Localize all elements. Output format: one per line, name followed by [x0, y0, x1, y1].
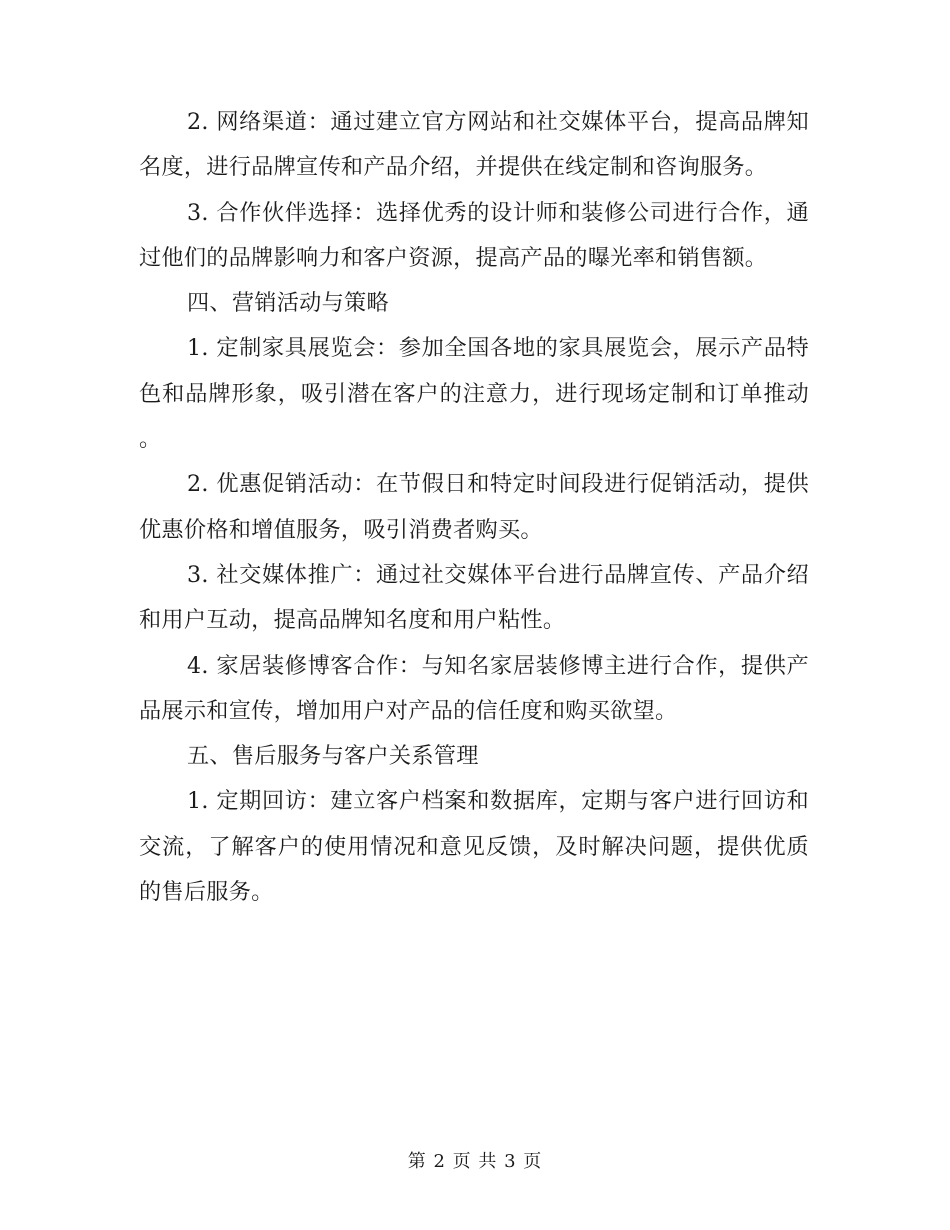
paragraph-blogger-cooperation: 4. 家居装修博客合作：与知名家居装修博主进行合作，提供产品展示和宣传，增加用户对产品的信任度和购买欲望。 [139, 652, 809, 724]
page-number-footer: 第 2 页 共 3 页 [407, 1151, 543, 1172]
document-body [139, 100, 809, 915]
paragraph-social-media: 3. 社交媒体推广：通过社交媒体平台进行品牌宣传、产品介绍和用户互动，提高品牌知名度和用户粘性。 [139, 561, 809, 634]
paragraph-furniture-expo: 1. 定制家具展览会：参加全国各地的家具展览会，展示产品特色和品牌形象，吸引潜在客户的注意力，进行现场定制和订单推动。 [139, 335, 809, 453]
paragraph-online-channels: 2. 网络渠道：通过建立官方网站和社交媒体平台，提高品牌知名度，进行品牌宣传和产品介绍，并提供在线定制和咨询服务。 [139, 109, 809, 181]
section-heading-after-sales: 五、售后服务与客户关系管理 [187, 743, 479, 770]
paragraph-partner-selection: 3. 合作伙伴选择：选择优秀的设计师和装修公司进行合作，通过他们的品牌影响力和客户资源，提高产品的曝光率和销售额。 [139, 199, 809, 271]
paragraph-follow-up-visits: 1. 定期回访：建立客户档案和数据库，定期与客户进行回访和交流，了解客户的使用情况和意见反馈，及时解决问题，提供优质的售后服务。 [139, 788, 809, 906]
paragraph-promotions: 2. 优惠促销活动：在节假日和特定时间段进行促销活动，提供优惠价格和增值服务，吸引消费者购买。 [139, 471, 809, 543]
section-heading-marketing: 四、营销活动与策略 [187, 290, 389, 317]
